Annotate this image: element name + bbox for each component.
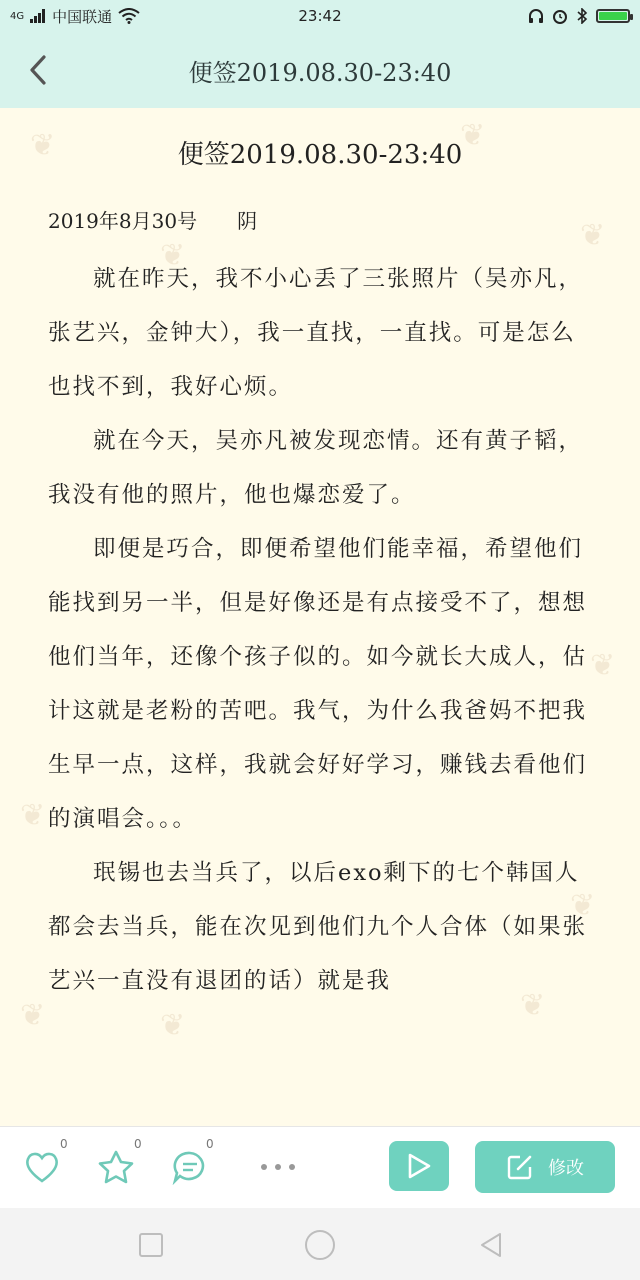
star-count: 0 (134, 1137, 142, 1151)
paragraph: 就在昨天，我不小心丢了三张照片（吴亦凡，张艺兴，金钟大），我一直找，一直找。可是怎么也找不到，我好心烦。 (48, 266, 584, 400)
paragraph: 即便是巧合，即便希望他们能幸福，希望他们能找到另一半，但是好像还是有点接受不了，想想他们当年，还像个孩子似的。如今就长大成人，估计这就是老粉的苦吧。我气，为什么我爸妈不把我生早一点，这样，我就会好好学习，赚钱去看他们的演唱会。。。 (48, 536, 588, 832)
play-icon (406, 1152, 432, 1180)
paragraph: 就在今天，吴亦凡被发现恋情。还有黄子韬，我没有他的照片，他也爆恋爱了。 (48, 428, 584, 508)
status-left (10, 6, 140, 27)
chevron-left-icon (28, 54, 48, 86)
status-right (528, 8, 630, 24)
app-header (0, 32, 640, 108)
status-bar (0, 0, 640, 32)
leaf-decoration-icon: ❦ (160, 238, 186, 273)
comment-button[interactable] (170, 1147, 210, 1187)
note-body (48, 252, 596, 1008)
battery-icon (596, 9, 630, 23)
home-button[interactable] (303, 1228, 337, 1262)
leaf-decoration-icon: ❦ (580, 218, 606, 253)
wifi-icon (118, 8, 140, 24)
heart-icon (24, 1150, 60, 1184)
note-date-weather: 2019年8月30号 阴 (48, 209, 258, 233)
action-bar (0, 1126, 640, 1209)
play-button[interactable] (389, 1141, 449, 1191)
leaf-decoration-icon: ❦ (20, 798, 46, 833)
leaf-decoration-icon: ❦ (590, 648, 616, 683)
carrier-name: 中国联通 (52, 7, 113, 26)
leaf-decoration-icon: ❦ (460, 118, 486, 153)
leaf-decoration-icon: ❦ (570, 888, 596, 923)
back-button[interactable] (18, 50, 58, 90)
like-button[interactable] (22, 1147, 62, 1187)
triangle-back-icon (478, 1231, 504, 1259)
leaf-decoration-icon: ❦ (20, 998, 46, 1033)
headphones-icon (528, 8, 544, 24)
status-time: 23:42 (298, 7, 342, 25)
note-content[interactable] (0, 108, 640, 1126)
more-dots-icon (258, 1162, 298, 1172)
system-nav-bar (0, 1208, 640, 1280)
comment-count: 0 (206, 1137, 214, 1151)
edit-icon (506, 1153, 534, 1181)
comment-icon (171, 1149, 209, 1185)
more-button[interactable] (258, 1147, 298, 1187)
favorite-button[interactable] (96, 1147, 136, 1187)
note-title: 便签2019.08.30-23:40 (177, 140, 463, 170)
edit-label: 修改 (548, 1158, 584, 1179)
leaf-decoration-icon: ❦ (520, 988, 546, 1023)
network-type: 4G (10, 10, 25, 22)
back-nav-button[interactable] (474, 1228, 508, 1262)
recent-apps-button[interactable] (134, 1228, 168, 1262)
leaf-decoration-icon: ❦ (30, 128, 56, 163)
edit-button[interactable] (475, 1141, 615, 1193)
alarm-icon (552, 8, 568, 24)
star-icon (97, 1149, 135, 1185)
header-title: 便签2019.08.30-23:40 (188, 58, 452, 87)
paragraph: 珉锡也去当兵了，以后exo剩下的七个韩国人都会去当兵，能在次见到他们九个人合体（如果张艺兴一直没有退团的话）就是我 (48, 860, 588, 994)
square-icon (138, 1232, 164, 1258)
bluetooth-icon (576, 8, 588, 24)
leaf-decoration-icon: ❦ (160, 1008, 186, 1043)
signal-icon (30, 9, 46, 23)
like-count: 0 (60, 1137, 68, 1151)
circle-icon (304, 1229, 336, 1261)
